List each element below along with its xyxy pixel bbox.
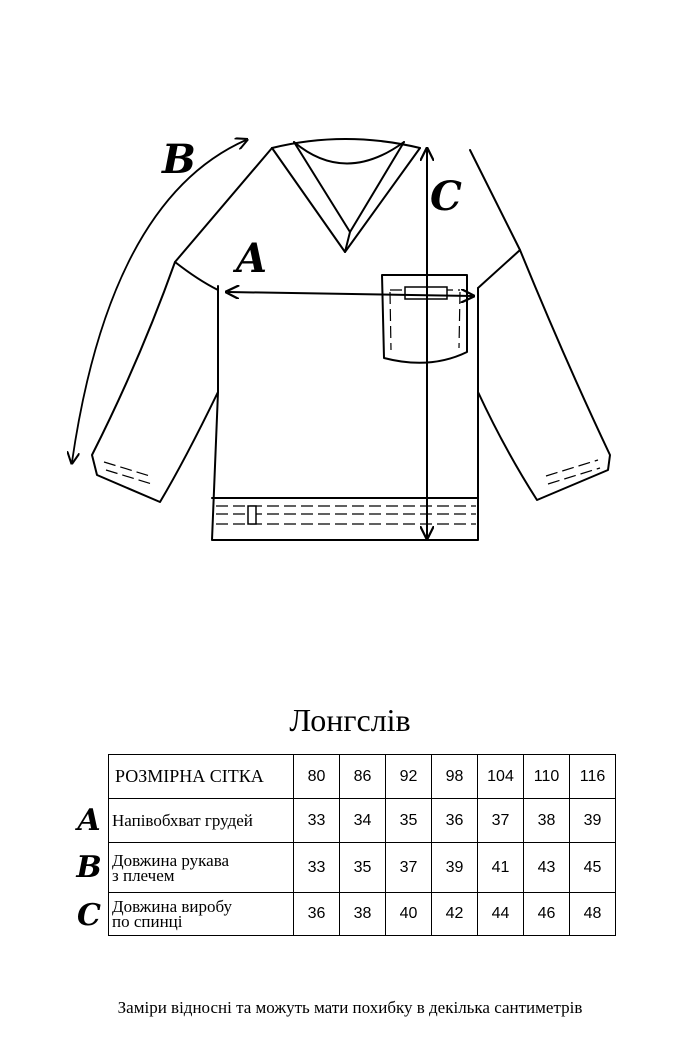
- table-cell: 44: [478, 893, 524, 936]
- table-cell: 33: [294, 799, 340, 843]
- row-label-line: Довжина рукава: [112, 850, 230, 870]
- row-marker-c: C: [77, 898, 101, 933]
- table-cell: 37: [386, 843, 432, 893]
- table-row: [109, 893, 616, 936]
- size-header: 80: [294, 755, 340, 799]
- table-cell: 39: [432, 843, 478, 893]
- size-chart: [108, 754, 616, 936]
- row-label-line: з плечем: [112, 865, 175, 885]
- table-cell: 35: [340, 843, 386, 893]
- measure-line-b: [72, 140, 246, 462]
- row-label: Напівобхват грудей: [109, 799, 294, 843]
- table-cell: 35: [386, 799, 432, 843]
- table-cell: 41: [478, 843, 524, 893]
- row-label-line: Довжина виробу: [112, 897, 232, 916]
- shirt-outline: [92, 148, 610, 540]
- table-cell: 34: [340, 799, 386, 843]
- table-row: [109, 799, 616, 843]
- table-cell: 38: [340, 893, 386, 936]
- table-cell: 40: [386, 893, 432, 936]
- size-header: 86: [340, 755, 386, 799]
- size-header: 110: [524, 755, 570, 799]
- measurement-disclaimer: Заміри відносні та можуть мати похибку в декілька сантиметрів: [117, 998, 583, 1017]
- page-title: Лонгслів: [289, 702, 411, 738]
- row-marker-b: B: [76, 850, 102, 885]
- size-header: 104: [478, 755, 524, 799]
- size-header: 92: [386, 755, 432, 799]
- table-cell: 43: [524, 843, 570, 893]
- table-row: [109, 843, 616, 893]
- table-cell: 33: [294, 843, 340, 893]
- table-cell: 36: [432, 799, 478, 843]
- table-header-row: [109, 755, 616, 799]
- table-cell: 42: [432, 893, 478, 936]
- size-header: 98: [432, 755, 478, 799]
- table-cell: 45: [570, 843, 616, 893]
- row-marker-a: A: [77, 803, 101, 838]
- table-cell: 37: [478, 799, 524, 843]
- diagram-letter-a: A: [236, 235, 268, 282]
- table-cell: 46: [524, 893, 570, 936]
- table-cell: 39: [570, 799, 616, 843]
- row-label-line: по спинці: [112, 912, 183, 931]
- diagram-letter-b: B: [162, 136, 196, 183]
- row-label: [109, 893, 294, 936]
- row-label: [109, 843, 294, 893]
- table-cell: 48: [570, 893, 616, 936]
- diagram-letter-c: C: [430, 173, 462, 220]
- table-cell: 38: [524, 799, 570, 843]
- size-header: 116: [570, 755, 616, 799]
- header-label: РОЗМІРНА СІТКА: [109, 755, 294, 799]
- table-cell: 36: [294, 893, 340, 936]
